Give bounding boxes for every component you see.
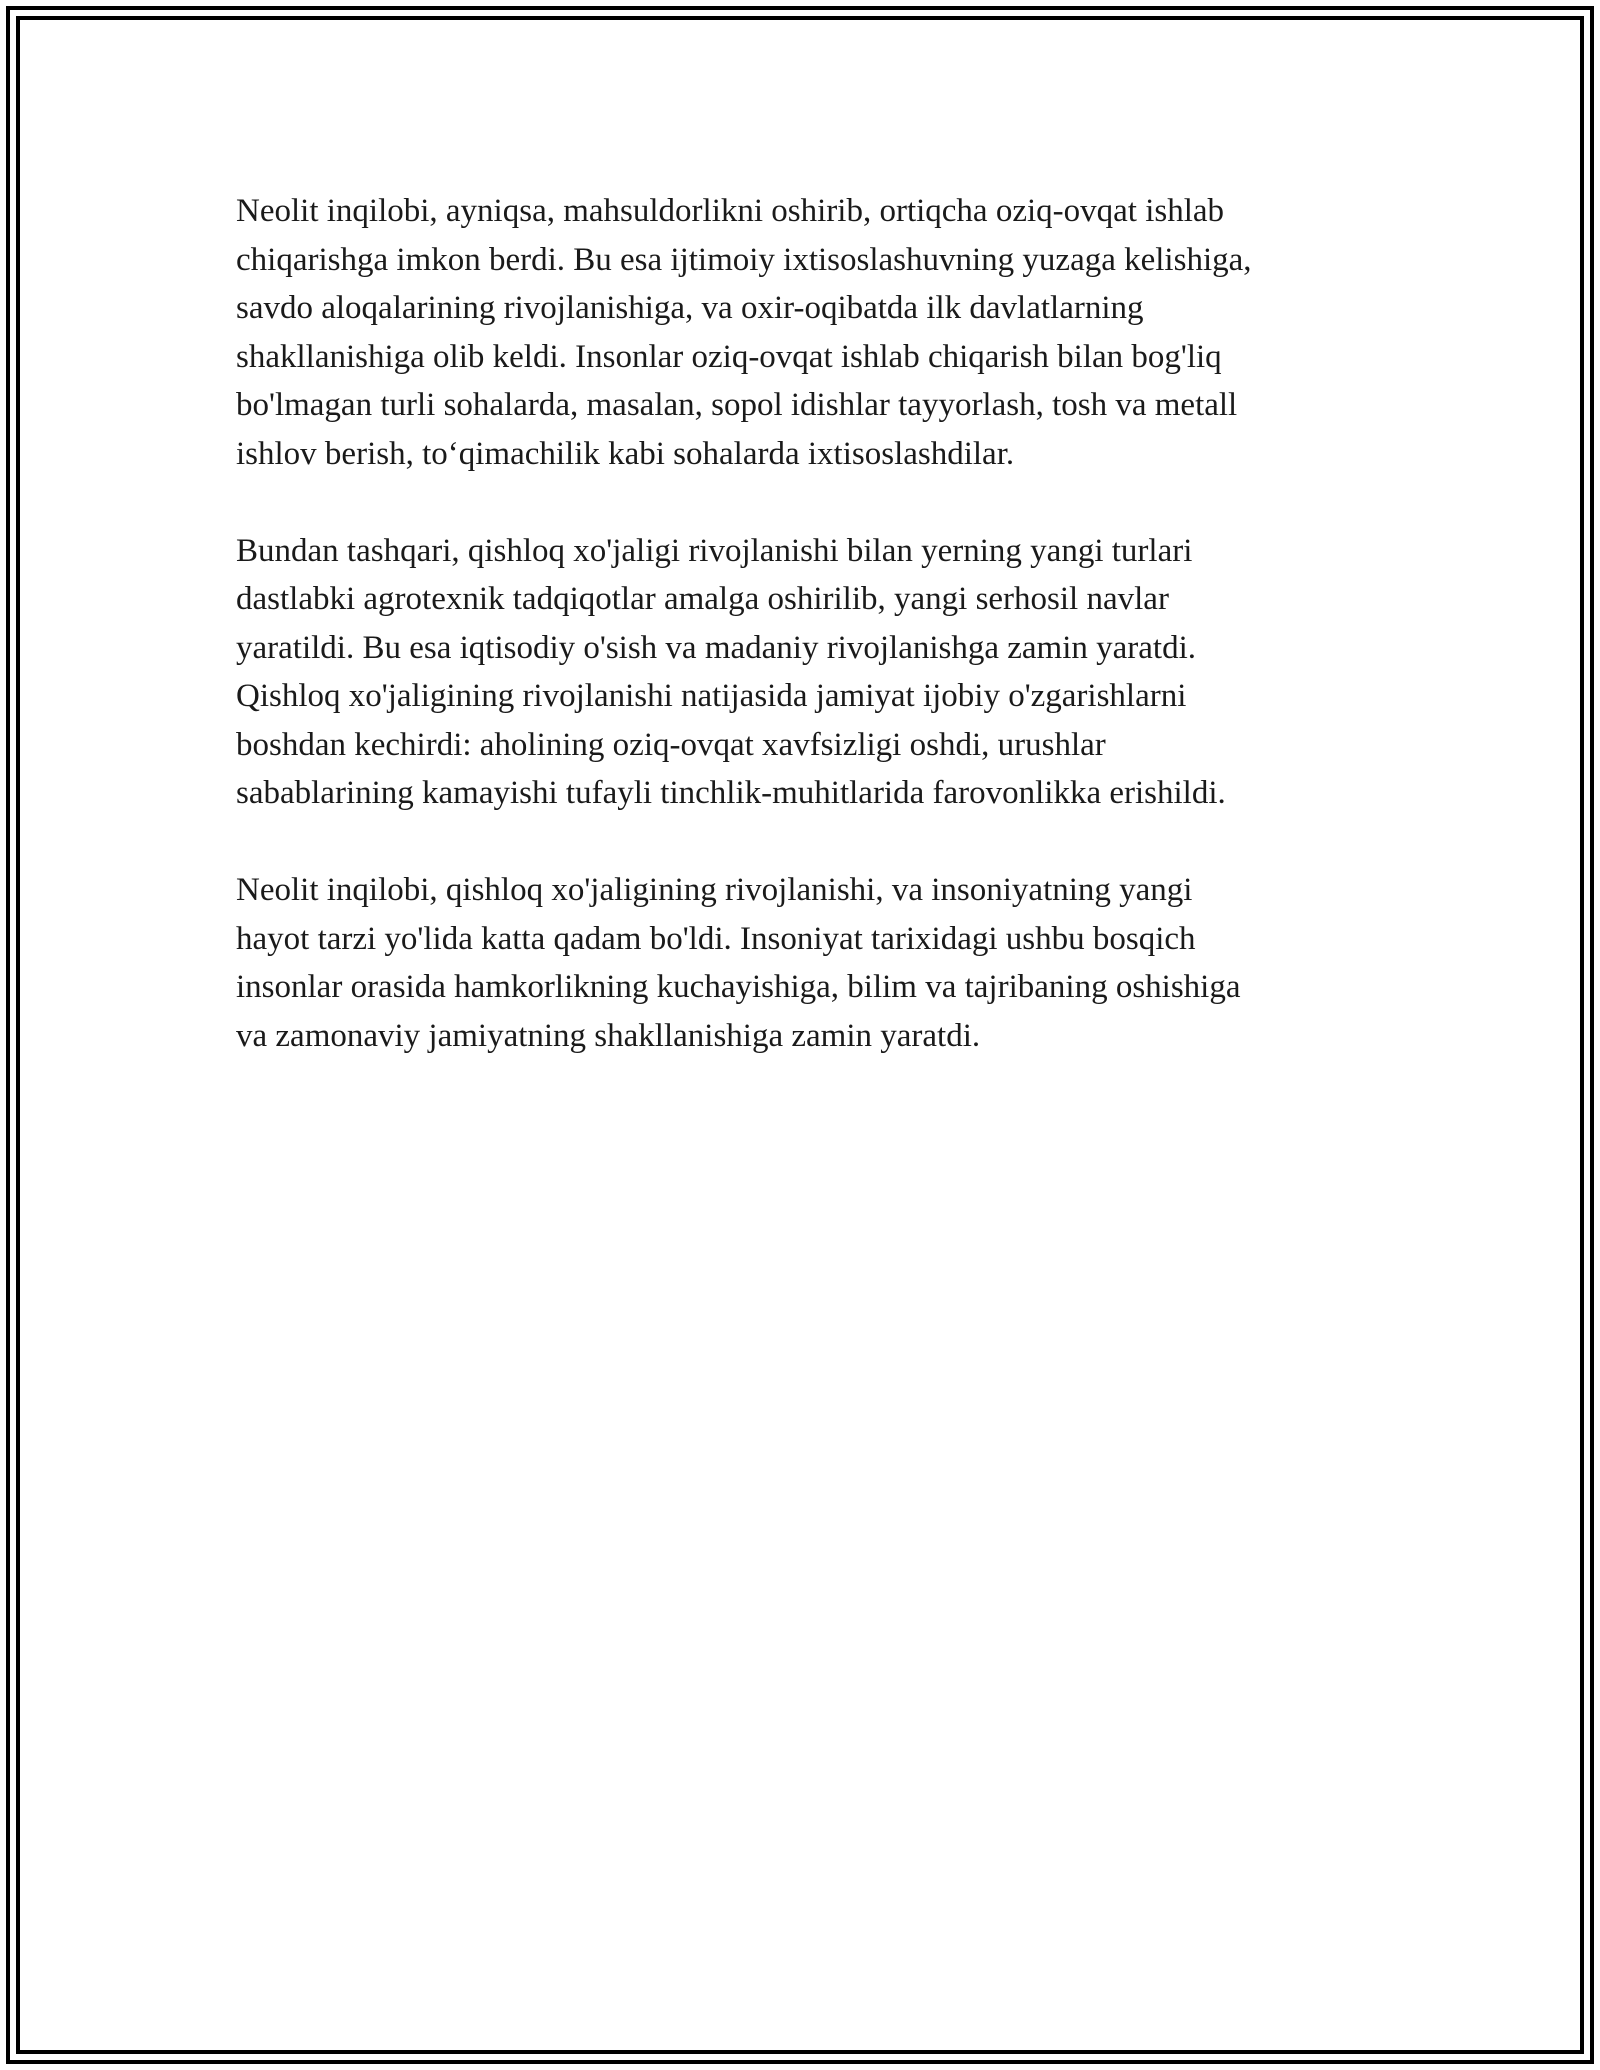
- paragraph-1: [236, 187, 1386, 478]
- paragraph-line: Qishloq xo'jaligining rivojlanishi natijasida jamiyat ijobiy o'zgarishlarni: [236, 678, 1187, 714]
- paragraph-3: [236, 866, 1386, 1060]
- paragraph-line: shakllanishiga olib keldi. Insonlar oziq-ovqat ishlab chiqarish bilan bog'liq: [236, 338, 1222, 375]
- paragraph-line: savdo aloqalarining rivojlanishiga, va oxir-oqibatda ilk davlatlarning: [236, 290, 1144, 326]
- paragraph-line: Neolit inqilobi, ayniqsa, mahsuldorlikni oshirib, ortiqcha oziq-ovqat ishlab: [236, 193, 1225, 229]
- paragraph-line: insonlar orasida hamkorlikning kuchayishiga, bilim va tajribaning oshishiga: [236, 969, 1241, 1005]
- paragraph-line: hayot tarzi yo'lida katta qadam bo'ldi. Insoniyat tarixidagi ushbu bosqich: [236, 920, 1196, 957]
- paragraph-line: Neolit inqilobi, qishloq xo'jaligining rivojlanishi, va insoniyatning yangi: [236, 872, 1193, 908]
- paragraph-line: ishlov berish, to‘qimachilik kabi sohalarda ixtisoslashdilar.: [236, 435, 1015, 472]
- paragraph-line: bo'lmagan turli sohalarda, masalan, sopol idishlar tayyorlash, tosh va metall: [236, 387, 1238, 423]
- paragraph-line: dastlabki agrotexnik tadqiqotlar amalga oshirilib, yangi serhosil navlar: [236, 581, 1169, 617]
- paragraph-line: boshdan kechirdi: aholining oziq-ovqat xavfsizligi oshdi, urushlar: [236, 726, 1106, 763]
- paragraph-line: yaratildi. Bu esa iqtisodiy o'sish va madaniy rivojlanishga zamin yaratdi.: [236, 629, 1196, 666]
- document-body: [236, 187, 1386, 1109]
- paragraph-line: sabablarining kamayishi tufayli tinchlik-muhitlarida farovonlikka erishildi.: [236, 775, 1226, 811]
- paragraph-line: chiqarishga imkon berdi. Bu esa ijtimoiy ixtisoslashuvning yuzaga kelishiga,: [236, 241, 1252, 278]
- paragraph-line: va zamonaviy jamiyatning shakllanishiga zamin yaratdi.: [236, 1017, 981, 1054]
- paragraph-line: Bundan tashqari, qishloq xo'jaligi rivojlanishi bilan yerning yangi turlari: [236, 532, 1193, 569]
- paragraph-2: [236, 527, 1386, 818]
